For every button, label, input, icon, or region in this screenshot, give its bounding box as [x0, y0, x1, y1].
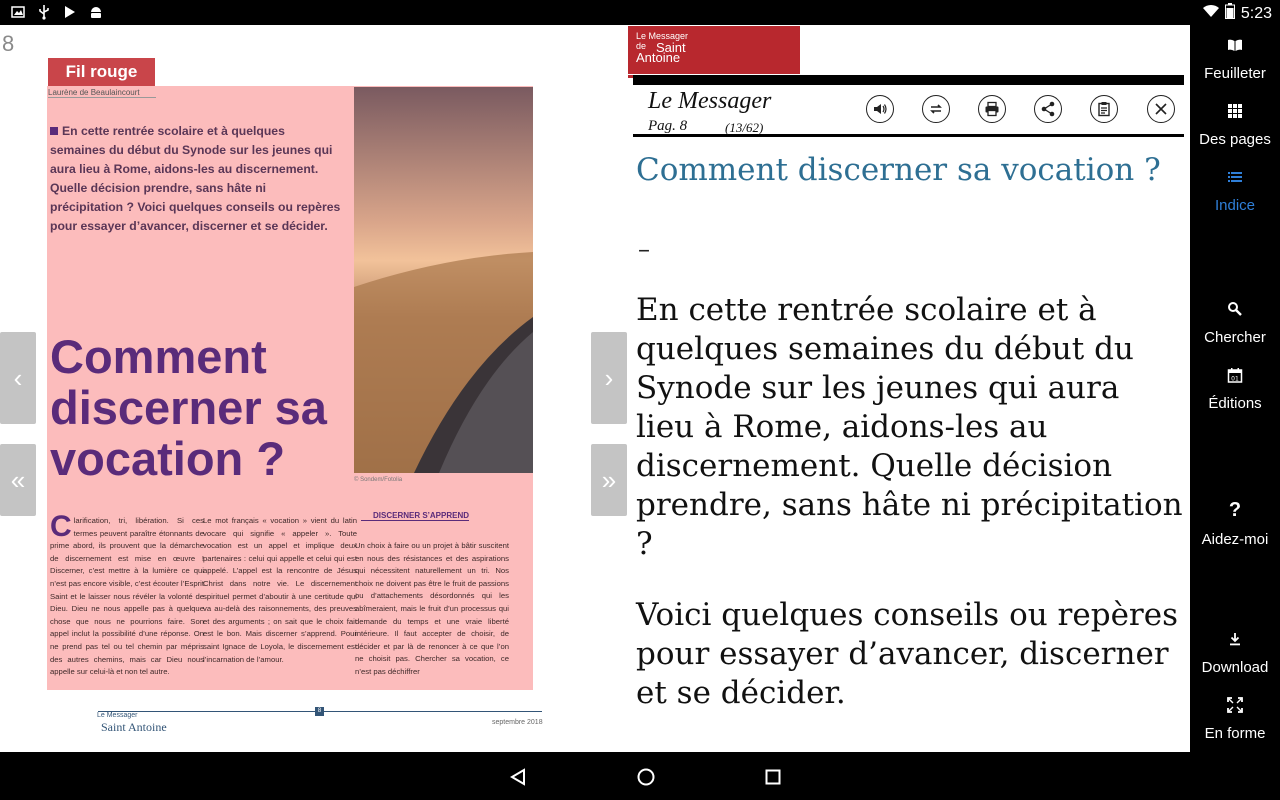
search-icon [1190, 301, 1280, 323]
page-number: 8 [2, 31, 15, 56]
back-button[interactable] [507, 766, 529, 788]
article-paragraph: En cette rentrée scolaire et à quelques semaines du début du Synode sur les jeunes qui aura lieu à Rome, aidons-les au discernement. Quelle décision prendre, sans hâte ni précipitation ? [636, 292, 1183, 562]
sidebar-item-label: Éditions [1208, 395, 1262, 412]
bullet-square-icon [50, 127, 58, 135]
swap-icon [928, 101, 944, 117]
download-icon [1190, 631, 1280, 653]
logo-line-1: Le Messager [636, 31, 689, 41]
calendar-icon [1190, 367, 1280, 389]
share-button[interactable] [1034, 95, 1062, 123]
page-intro-text: En cette rentrée scolaire et à quelques semaines du début du Synode sur les jeunes qui aura lieu à Rome, aidons-les au discernement. Quelle décision prendre, sans hâte ni précipitation ? Voici quelques conseils ou repères pour essayer d’avancer, discerner et se décider. [50, 124, 341, 233]
android-icon [88, 4, 104, 20]
footer-brand: Saint Antoine [101, 720, 167, 734]
last-page-button[interactable]: » [591, 444, 627, 516]
logo-line-4: Antoine [636, 50, 681, 65]
print-button[interactable] [978, 95, 1006, 123]
article-page-label: Pag. 8 [648, 118, 688, 134]
logo-line-2: de [636, 41, 647, 51]
footer-brand-small: Le Messager [97, 712, 138, 719]
grid-icon [1190, 103, 1280, 125]
recent-apps-button[interactable] [762, 766, 784, 788]
switch-view-button[interactable] [922, 95, 950, 123]
recent-square-icon [763, 767, 783, 787]
sidebar-item-editions[interactable] [1190, 367, 1280, 412]
battery-icon [1225, 3, 1235, 24]
book-open-icon [1190, 37, 1280, 59]
back-triangle-icon [508, 767, 528, 787]
printer-icon [984, 101, 1000, 117]
page-author: Laurène de Beaulaincourt [48, 88, 156, 98]
usb-icon [36, 4, 52, 20]
sidebar [1190, 25, 1280, 752]
play-store-icon [62, 4, 78, 20]
sidebar-item-label: Indice [1214, 197, 1256, 214]
column-heading: DISCERNER S’APPREND [361, 511, 469, 521]
sidebar-item-forme[interactable] [1190, 697, 1280, 742]
home-button[interactable] [635, 766, 657, 788]
system-nav-bar [0, 752, 1280, 800]
logo-line-3: Saint [656, 40, 686, 55]
footer-page-marker: 8 [315, 707, 324, 716]
sidebar-item-label: Des pages [1199, 131, 1271, 148]
close-icon [1153, 101, 1169, 117]
fullscreen-icon [1190, 697, 1280, 719]
article-body [636, 291, 1184, 745]
article-header [633, 85, 1184, 137]
sidebar-item-chercher[interactable] [1190, 301, 1280, 346]
page-photo [354, 87, 533, 473]
sidebar-item-aide[interactable] [1190, 499, 1280, 548]
page-column-2: Le mot français « vocation » vient du latin vocare qui signifie « appeler ». Toute vocation est un appel et implique deux partenaires : celui qui appelle et celui qui est appelé. L’appel est la rencontre de Jésus Christ dans notre vie. Le discernement spirituel permet d’aboutir à une certitude qui va au-delà des raisonnements, des preuves et des arguments ; on sait que le choix fait est le bon. Mais discerner s’apprend. Pour saint Ignace de Loyola, le discernement est l’incarnation de l’amour. [203, 516, 357, 664]
photo-credit: © Sondem/Fotolia [354, 477, 403, 483]
first-page-button[interactable]: « [0, 444, 36, 516]
home-circle-icon [636, 767, 656, 787]
copy-text-button[interactable] [1090, 95, 1118, 123]
status-bar [0, 0, 1280, 25]
sidebar-item-download[interactable] [1190, 631, 1280, 676]
calendar-icon-text: 01 [1231, 375, 1239, 383]
header-bar [633, 75, 1184, 85]
sidebar-item-pages[interactable] [1190, 103, 1280, 148]
next-page-button[interactable]: › [591, 332, 627, 424]
brand-logo [628, 26, 800, 74]
clock: 5:23 [1240, 4, 1272, 22]
page-column-1 [50, 510, 204, 679]
wifi-icon [1203, 4, 1219, 23]
publication-name: Le Messager [648, 88, 772, 114]
help-icon: ? [1228, 499, 1242, 521]
list-icon [1190, 169, 1280, 191]
footer-date: septembre 2018 [492, 719, 543, 726]
article-dash: – [638, 235, 650, 263]
article-title: Comment discerner sa vocation ? [636, 152, 1161, 188]
sidebar-item-label: Chercher [1204, 329, 1266, 346]
close-article-button[interactable] [1147, 95, 1175, 123]
section-label: Fil rouge [48, 58, 155, 86]
sidebar-item-feuilleter[interactable] [1190, 37, 1280, 82]
page-column-3: Un choix à faire ou un projet à bâtir suscitent en nous des résistances et des aspirations qui nécessitent naturellement un tri. Nos choix ne doivent pas être le fruit de passions ou d’attachements désordonnés qui les abîmeraient, mais le fruit d’un processus qui demande du temps et une vraie liberté intérieure. Il faut accepter de choisir, de décider et par là de renoncer à ce que l’on ne choisit pas. Chercher sa vocation, ce n’est pas déchiffrer [355, 541, 509, 676]
sidebar-item-indice[interactable] [1190, 169, 1280, 214]
sidebar-item-label: Feuilleter [1204, 65, 1266, 82]
drop-cap: C [50, 510, 72, 543]
sidebar-item-label: En forme [1204, 725, 1266, 742]
sidebar-item-label: Download [1201, 659, 1269, 676]
page-title: Comment discerner sa vocation ? [50, 330, 327, 485]
clipboard-icon [1096, 101, 1112, 117]
app-content [0, 25, 1190, 752]
gallery-notification-icon [10, 4, 26, 20]
speaker-icon [872, 101, 888, 117]
page-intro [50, 122, 342, 236]
article-paragraph: Voici quelques conseils ou repères pour essayer d’avancer, discerner et se décider. [636, 597, 1178, 711]
article-page-count: (13/62) [725, 120, 764, 135]
share-icon [1040, 101, 1056, 117]
previous-page-button[interactable]: ‹ [0, 332, 36, 424]
sidebar-item-label: Aidez-moi [1201, 531, 1269, 548]
audio-button[interactable] [866, 95, 894, 123]
page-column-1-text: larification, tri, libération. Si ces termes peuvent paraître étonnants de prime abord, ils prouvent que la démarche de discernement est mise en œuvre ! Discerner, c’est mettre à la lumière ce qui n’est pas encore visible, c’est écouter l’Esprit Saint et le laisser nous révéler la volonté de Dieu. Dieu ne nous appelle pas à quelque chose que nous ne pourrions faire. Son appel inclut la possibilité d’une réponse. On ne prend pas tel ou tel chemin par mépris des autres chemins, mais car Dieu nous appelle sur celui-là et non tel autre. [50, 516, 204, 677]
